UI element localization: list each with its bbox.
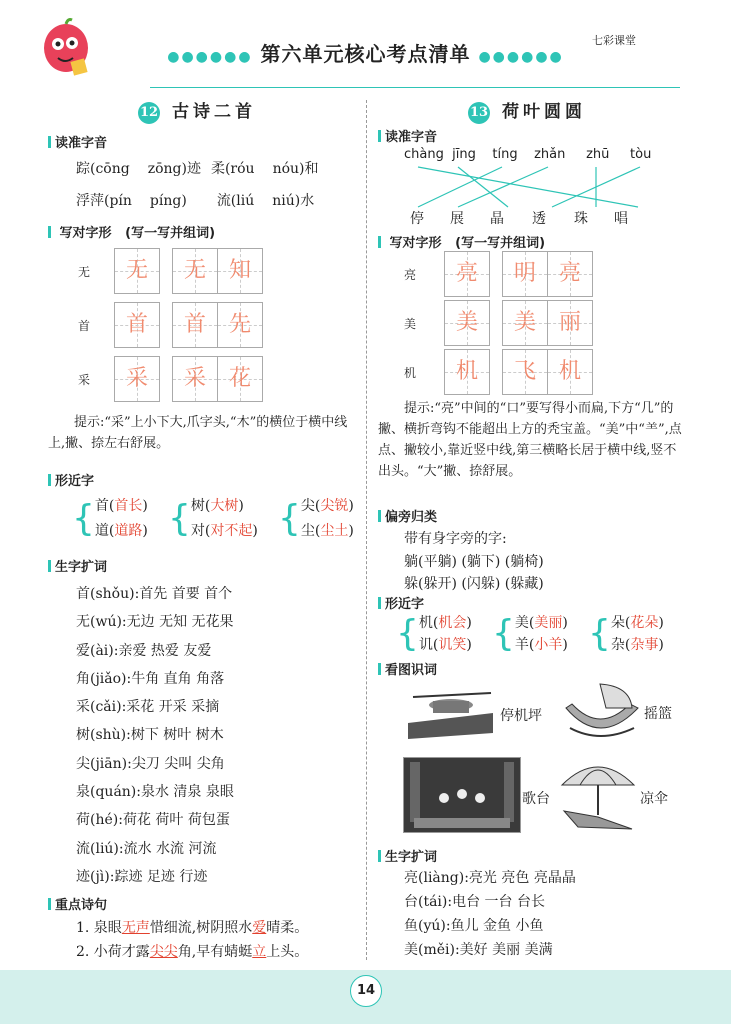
l13-pinyin-row: chàng jīng tíng zhǎn zhū tòu — [404, 147, 652, 162]
lesson13-title: 荷叶圆圆 — [502, 102, 586, 122]
l13-radical-heading: 偏旁归类 — [378, 506, 437, 525]
list-item: 泉(quán):泉水 清泉 泉眼 — [76, 784, 234, 801]
l13-radical-intro: 带有身字旁的字: — [404, 531, 507, 547]
similar-group: { 朵(花朵) 杂(杂事) — [588, 613, 664, 654]
l13-similar-heading: 形近字 — [378, 593, 424, 612]
l12-poem-line1: 1. 泉眼无声惜细流,树阴照水爱晴柔。 — [76, 920, 309, 936]
l12-similar-groups — [72, 494, 374, 544]
stage-label: 歌台 — [522, 791, 550, 807]
list-item: 角(jiǎo):牛角 直角 角落 — [76, 670, 225, 687]
cradle-label: 摇篮 — [644, 706, 672, 722]
title-dots-left: ●●●●●● — [167, 49, 253, 65]
l12-read-row1: 踪(cōng zōng)迹 柔(róu nóu)和 — [76, 161, 319, 177]
l13-similar-groups — [396, 612, 684, 656]
l13-grid-row-3: 机 机 飞 机 — [404, 349, 593, 395]
l13-expand-list — [404, 866, 576, 962]
similar-group: { 机(机会) 讥(讥笑) — [396, 613, 472, 654]
list-item: 首(shǒu):首先 首要 首个 — [76, 586, 233, 602]
l13-grid-row-1: 亮 亮 明 亮 — [404, 251, 593, 297]
l12-grid-row-1: 无 无 无 知 — [78, 248, 263, 294]
list-item: 采(cǎi):采花 开采 采摘 — [76, 699, 220, 716]
list-item: 树(shù):树下 树叶 树木 — [76, 727, 224, 744]
l12-expand-heading: 生字扩词 — [48, 556, 107, 575]
similar-group: { 尖(尖锐) 尘(尘土) — [278, 498, 354, 539]
l12-read-row2: 浮萍(pín píng) 流(liú niú)水 — [76, 193, 315, 209]
lesson12-title: 古诗二首 — [172, 102, 256, 122]
l13-write-heading: 写对字形 (写一写并组词) — [378, 232, 545, 251]
l13-grid-row-2: 美 美 美 丽 — [404, 300, 593, 346]
similar-group: { 首(首长) 道(道路) — [72, 498, 148, 539]
title-text: 第六单元核心考点清单 — [260, 42, 471, 66]
l13-expand-heading: 生字扩词 — [378, 846, 437, 865]
l12-tip: 提示:“采”上小下大,爪字头,“木”的横位于横中线上,撇、捺左右舒展。 — [48, 415, 348, 451]
similar-group: { 树(大树) 对(对不起) — [168, 498, 258, 539]
l12-read-heading: 读准字音 — [48, 132, 107, 151]
brand-label: 七彩课堂 — [592, 34, 636, 47]
list-item: 迹(jì):踪迹 足迹 行迹 — [76, 868, 208, 885]
l12-similar-heading: 形近字 — [48, 470, 94, 489]
helipad-label: 停机坪 — [500, 708, 542, 724]
list-item: 爱(ài):亲爱 热爱 友爱 — [76, 642, 212, 659]
helipad-image — [403, 683, 498, 741]
l13-char-row: 停 展 晶 透 珠 唱 — [410, 211, 628, 227]
list-item: 美(měi):美好 美丽 美满 — [404, 942, 553, 958]
l13-radical-row1: 躺(平躺) (躺下) (躺椅) — [404, 554, 544, 570]
l12-write-heading: 写对字形 (写一写并组词) — [48, 222, 215, 241]
title-dots-right: ●●●●●● — [478, 49, 564, 65]
lesson13-number: 13 — [468, 102, 490, 124]
list-item: 无(wú):无边 无知 无花果 — [76, 614, 234, 631]
l12-poem-heading: 重点诗句 — [48, 894, 107, 913]
list-item: 鱼(yú):鱼儿 金鱼 小鱼 — [404, 918, 544, 934]
l13-read-heading: 读准字音 — [378, 126, 437, 145]
list-item: 台(tái):电台 一台 台长 — [404, 894, 545, 910]
page-number: 14 — [350, 975, 382, 1007]
stage-image — [403, 757, 521, 833]
l13-pictures-heading: 看图识词 — [378, 659, 437, 678]
l13-tip: 提示:“亮”中间的“口”要写得小而扁,下方“几”的撇、横折弯钩不能超出上方的秃宝盖。“美”中“⺷”,点点、撇较小,靠近竖中线,第三横略长居于横中线,竖不出头。“大”撇、捺舒展。 — [378, 401, 682, 479]
cradle-image — [560, 678, 642, 740]
l13-radical-row2: 躲(躲开) (闪躲) (躲藏) — [404, 576, 544, 592]
umbrella-image — [558, 755, 638, 835]
lesson12-number: 12 — [138, 102, 160, 124]
lesson13-heading — [468, 97, 586, 124]
header-rule — [150, 87, 680, 88]
lesson12-heading — [138, 97, 256, 124]
l12-grid-row-2: 首 首 首 先 — [78, 302, 263, 348]
l12-poem-line2: 2. 小荷才露尖尖角,早有蜻蜓立上头。 — [76, 944, 309, 960]
list-item: 亮(liàng):亮光 亮色 亮晶晶 — [404, 870, 576, 886]
l12-grid-row-3: 采 采 采 花 — [78, 356, 263, 402]
umbrella-label: 凉伞 — [640, 791, 668, 807]
similar-group: { 美(美丽) 羊(小羊) — [492, 613, 568, 654]
list-item: 荷(hé):荷花 荷叶 荷包蛋 — [76, 812, 230, 829]
l13-matching-lines — [400, 165, 670, 210]
list-item: 尖(jiān):尖刀 尖叫 尖角 — [76, 755, 225, 772]
l12-expand-list — [76, 580, 234, 891]
list-item: 流(liú):流水 水流 河流 — [76, 840, 217, 857]
